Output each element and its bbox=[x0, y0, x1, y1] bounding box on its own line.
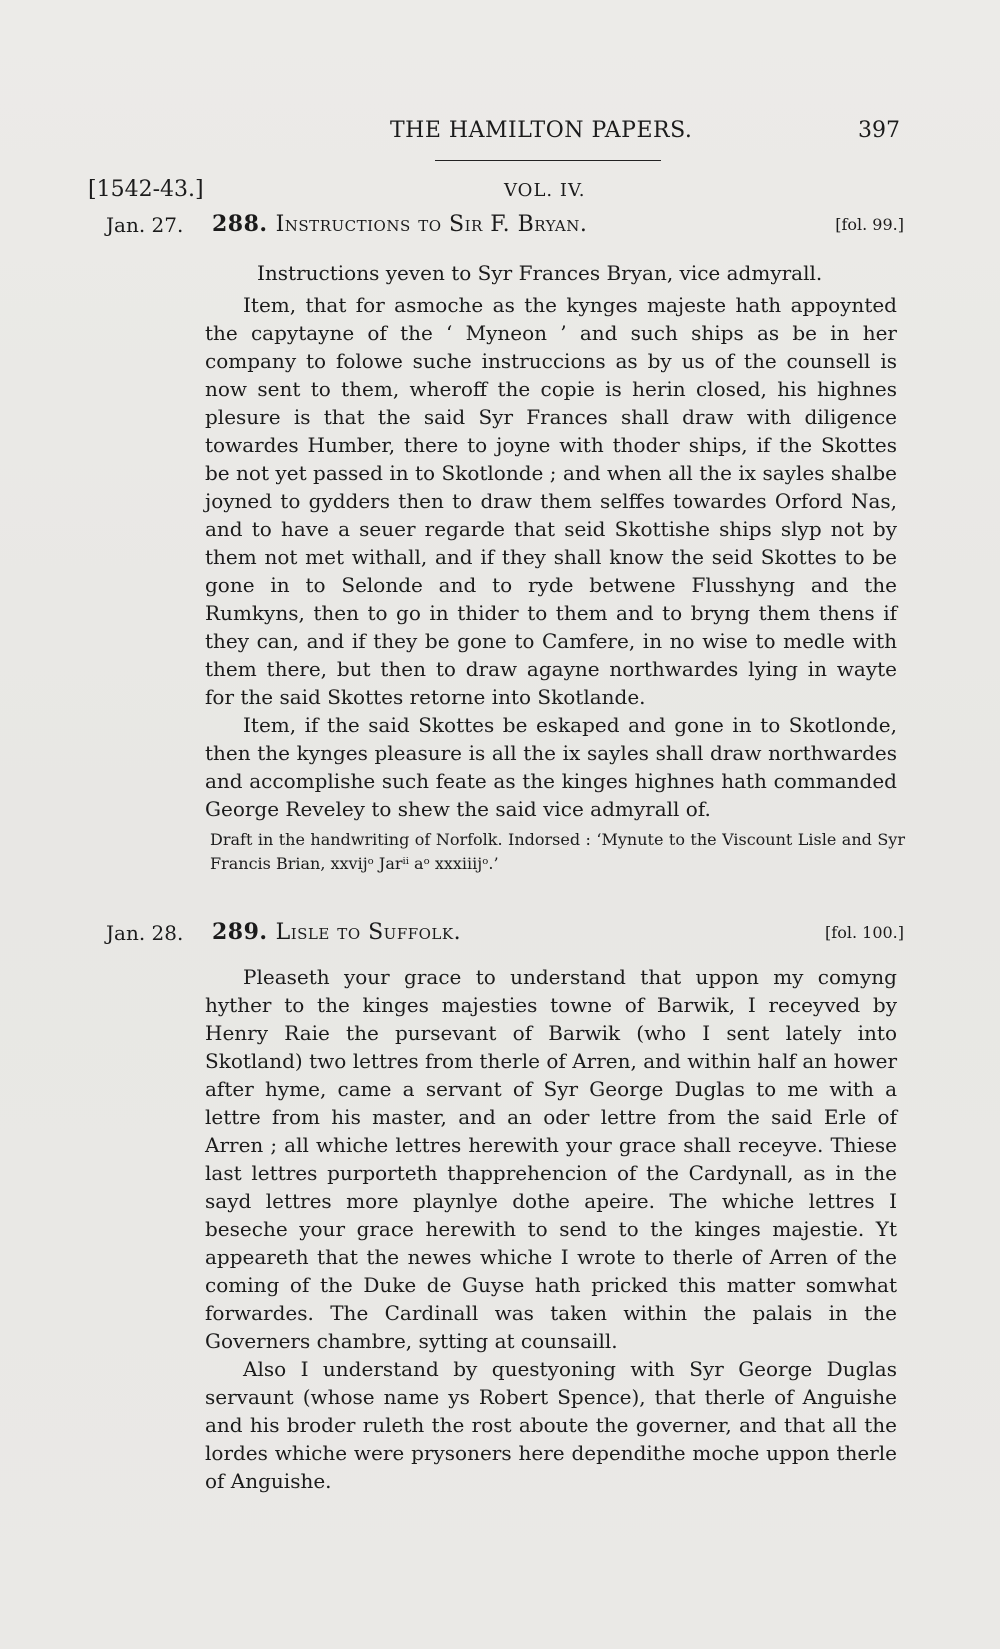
paragraph: Item, that for asmoche as the kynges majeste hath appoynted the capytayne of the ‘ Myneon ’ and such ships as be in her company to folowe suche instruccions as by us of the counsell is now sent to them, wheroff the copie is herin closed, his highnes plesure is that the said Syr Frances shall draw with diligence towardes Humber, there to joyne with thoder ships, if the Skottes be not yet passed in to Skotlonde ; and when all the ix sayles shalbe joyned to gydders then to draw them selffes towardes Orford Nas, and to have a seuer regarde that seid Skottishe ships slyp not by them not met withall, and if they shall know the seid Skottes to be gone in to Selonde and to ryde betwene Flusshyng and the Rumkyns, then to go in thider to them and to bryng them thens if they can, and if they be gone to Camfere, in no wise to medle with them there, but then to draw agayne northwardes lying in wayte for the said Skottes retorne into Skotlande. bbox=[205, 293, 897, 709]
document-title bbox=[212, 211, 587, 237]
editorial-note: Draft in the handwriting of Norfolk. Indorsed : ‘Mynute to the Viscount Lisle and Syr Francis Brian, xxvijᵒ Jarⁱⁱ aᵒ xxxiiijᵒ.’ bbox=[210, 830, 905, 873]
folio-reference: [fol. 99.] bbox=[835, 215, 904, 234]
paragraph: Also I understand by questyoning with Syr George Duglas servaunt (whose name ys Robert Spence), that therle of Anguishe and his broder ruleth the rost aboute the governer, and that all the lordes whiche were prysoners here dependithe moche uppon therle of Anguishe. bbox=[205, 1357, 897, 1493]
document-date: Jan. 28. bbox=[106, 921, 184, 945]
running-head bbox=[0, 118, 1000, 148]
document-number: 289. bbox=[212, 919, 268, 945]
head-rule bbox=[435, 160, 661, 161]
document-number: 288. bbox=[212, 211, 268, 237]
document-heading bbox=[0, 921, 1000, 953]
paragraph: Pleaseth your grace to understand that uppon my comyng hyther to the kinges majesties towne of Barwik, I receyved by Henry Raie the pursevant of Barwik (who I sent lately into Skotland) two lettres from therle of Arren, and within half an hower after hyme, came a servant of Syr George Duglas to me with a lettre from his master, and an oder lettre from the said Erle of Arren ; all whiche lettres herewith your grace shall receyve. Thiese last lettres purporteth thapprehencion of the Cardynall, as in the sayd lettres more playnlye dothe apeire. The whiche lettres I beseche your grace herewith to send to the kinges majestie. Yt appeareth that the newes whiche I wrote to therle of Arren of the coming of the Duke de Guyse hath pricked this matter somwhat forwardes. The Cardinall was taken within the palais in the Governers chambre, sytting at counsaill. bbox=[205, 965, 897, 1353]
year-range: [1542-43.] bbox=[88, 177, 204, 202]
document-heading bbox=[0, 213, 1000, 245]
paragraph: Item, if the said Skottes be eskaped and gone in to Skotlonde, then the kynges pleasure is all the ix sayles shall draw northwardes and accomplishe such feate as the kinges highnes hath commanded George Reveley to shew the said vice admyrall of. bbox=[205, 713, 897, 821]
volume-label: VOL. IV. bbox=[504, 180, 586, 201]
paragraph: Instructions yeven to Syr Frances Bryan, vice admyrall. bbox=[257, 261, 823, 285]
document-title bbox=[212, 919, 461, 945]
document-date: Jan. 27. bbox=[106, 213, 184, 237]
folio-reference: [fol. 100.] bbox=[825, 923, 904, 942]
page-number: 397 bbox=[858, 118, 900, 143]
document-title-text: Instructions to Sir F. Bryan. bbox=[275, 212, 588, 237]
running-title: THE HAMILTON PAPERS. bbox=[390, 118, 693, 143]
document-title-text: Lisle to Suffolk. bbox=[275, 920, 462, 945]
